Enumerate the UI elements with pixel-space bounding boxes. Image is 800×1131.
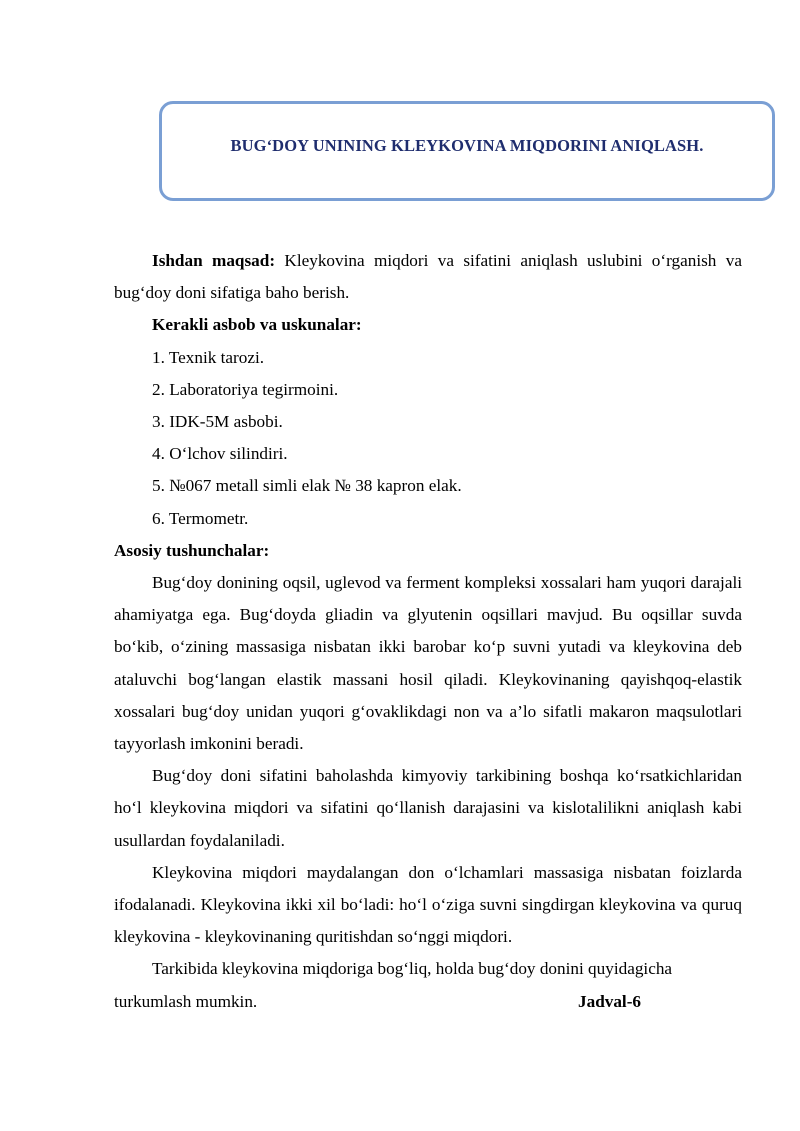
concepts-heading: Asosiy tushunchalar: <box>114 540 270 560</box>
equipment-item: 2. Laboratoriya tegirmoini. <box>152 379 339 399</box>
equipment-heading: Kerakli asbob va uskunalar: <box>152 315 362 335</box>
document-body <box>114 245 742 1018</box>
purpose-text: Kleykovina miqdori va sifatini aniqlash uslubini o‘rganish va bug‘doy doni sifatiga baho berish. <box>114 251 742 303</box>
equipment-item: 3. IDK-5M asbobi. <box>152 412 283 432</box>
concepts-paragraph: Bug‘doy doni sifatini baholashda kimyoviy tarkibining boshqa ko‘rsatkichlaridan ho‘l kleykovina miqdori va sifatini qo‘llanish darajasini va kislotalilikni aniqlash kabi usullardan foydalaniladi. <box>114 766 742 850</box>
purpose-paragraph <box>114 245 742 309</box>
equipment-item: 5. №067 metall simli elak № 38 kapron elak. <box>152 476 462 496</box>
equipment-item: 1. Texnik tarozi. <box>152 347 265 367</box>
title-box <box>159 101 775 201</box>
concepts-paragraph: Tarkibida kleykovina miqdoriga bog‘liq, holda bug‘doy donini quyidagicha <box>152 959 673 979</box>
table-reference: Jadval-6 <box>578 991 642 1011</box>
page-title: BUG‘DOY UNINING KLEYKOVINA MIQDORINI ANIQLASH. <box>230 136 704 155</box>
equipment-item: 6. Termometr. <box>152 508 249 528</box>
final-line-text: turkumlash mumkin. <box>114 991 258 1011</box>
purpose-label: Ishdan maqsad: <box>152 251 276 270</box>
equipment-item: 4. O‘lchov silindiri. <box>152 444 288 464</box>
final-line <box>114 986 742 1018</box>
concepts-paragraph: Bug‘doy donining oqsil, uglevod va ferment kompleksi xossalari ham yuqori darajali ahamiyatga ega. Bug‘doyda gliadin va glyutenin oqsillari mavjud. Bu oqsillar suvda bo‘kib, o‘zining massasiga nisbatan ikki barobar ko‘p suvni yutadi va kleykovina deb ataluvchi bog‘langan elastik massani hosil qiladi. Kleykovinaning qayishqoq-elastik xossalari bug‘doy unidan yuqori g‘ovaklikdagi non va a’lo sifatli makaron maqsulotlari tayyorlash imkonini beradi. <box>114 573 742 754</box>
concepts-paragraph: Kleykovina miqdori maydalangan don o‘lchamlari massasiga nisbatan foizlarda ifodalanadi. Kleykovina ikki xil bo‘ladi: ho‘l o‘ziga suvni singdirgan kleykovina va quruq kleykovina - kleykovinaning quritishdan so‘nggi miqdori. <box>114 862 742 947</box>
